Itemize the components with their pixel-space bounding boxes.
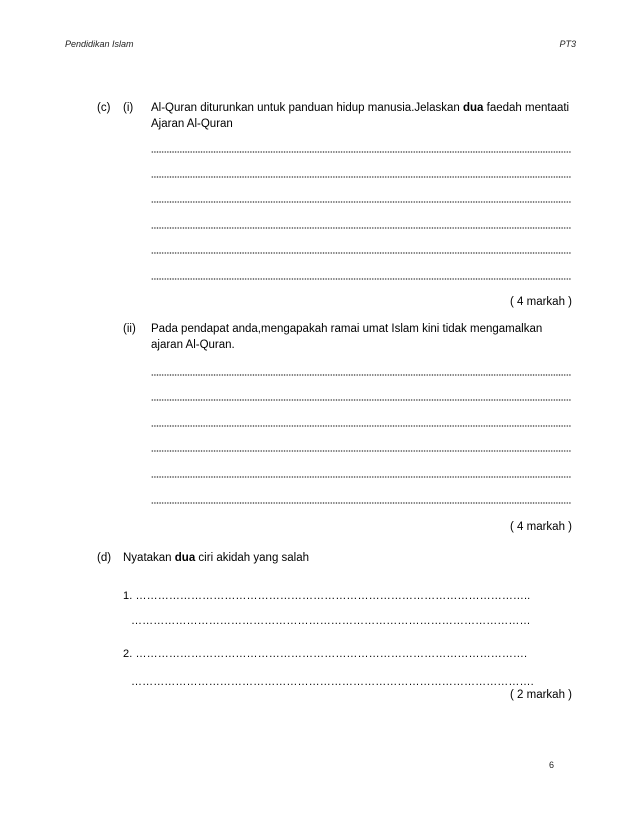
answer-line[interactable] [151,474,571,480]
answer-line[interactable] [151,397,571,403]
question-d-label: (d) [97,552,112,564]
answer-item-2[interactable]: 2. ……………………………………………………………………………………………. [123,648,528,660]
emphasis-dua: dua [174,552,196,564]
answer-line[interactable] [151,448,571,454]
subquestion-i-label: (i) [123,102,134,114]
answer-line[interactable] [151,225,571,231]
question-c-label: (c) [97,102,111,114]
question-c-ii-text-line2: ajaran Al-Quran. [151,339,235,351]
answer-line[interactable] [151,372,571,378]
answer-line[interactable] [151,250,571,256]
question-c-i-text: Al-Quran diturunkan untuk panduan hidup manusia.Jelaskan dua faedah mentaati [151,102,570,114]
subquestion-ii-label: (ii) [123,323,136,335]
header-exam: PT3 [559,39,576,49]
answer-line[interactable] [151,276,571,282]
answer-line[interactable] [151,199,571,205]
emphasis-dua: dua [462,102,484,114]
answer-line[interactable] [151,500,571,506]
marks-d: ( 2 markah ) [510,689,572,701]
answer-item-1[interactable]: 1. …………………………………………………………………………………………….. [123,590,531,602]
page-number: 6 [549,760,555,770]
header-subject: Pendidikan Islam [65,39,134,49]
answer-line[interactable] [151,423,571,429]
answer-line[interactable] [151,149,571,155]
marks-c-i: ( 4 markah ) [510,296,572,308]
marks-c-ii: ( 4 markah ) [510,521,572,533]
question-d-text: Nyatakan dua ciri akidah yang salah [123,552,310,564]
answer-item-2-continuation[interactable]: ………………………………………………………………………………………………. [131,676,534,688]
question-c-i-text-line2: Ajaran Al-Quran [151,118,233,130]
answer-item-1-continuation[interactable]: ……………………………………………………………………………………………… [131,615,531,627]
answer-line[interactable] [151,174,571,180]
question-c-ii-text: Pada pendapat anda,mengapakah ramai umat Islam kini tidak mengamalkan [151,323,543,335]
